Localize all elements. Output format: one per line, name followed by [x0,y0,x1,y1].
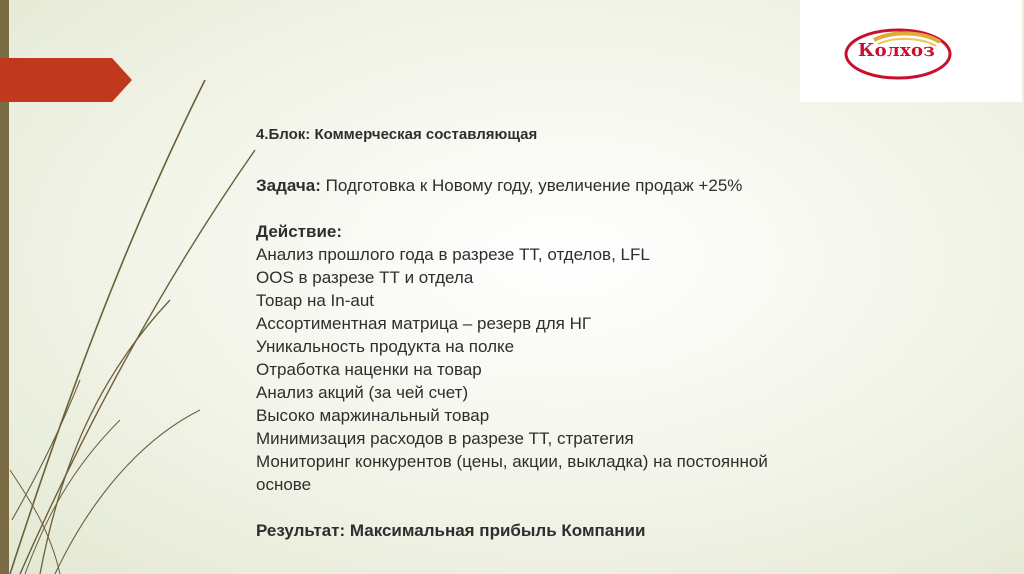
action-item: Ассортиментная матрица – резерв для НГ [256,314,592,333]
accent-arrow [0,58,132,102]
action-item: Отработка наценки на товар [256,360,482,379]
task-text: Подготовка к Новому году, увеличение продаж +25% [320,176,743,195]
action-item: Минимизация расходов в разрезе ТТ, стратегия [256,429,634,448]
action-item: Уникальность продукта на полке [256,337,515,356]
stem-1 [10,80,205,574]
action-item: Анализ прошлого года в разрезе ТТ, отделов, LFL [256,245,650,264]
stem-5 [55,410,200,574]
result-line: Результат: Максимальная прибыль Компании [256,521,646,540]
action-list [256,243,956,496]
action-item: Высоко маржинальный товар [256,406,490,425]
action-item: Мониторинг конкурентов (цены, акции, выкладка) на постоянной [256,452,768,471]
action-item: основе [256,475,312,494]
stem-7 [25,420,120,574]
task-line [256,174,956,197]
stem-3 [40,300,170,574]
block-title: 4.Блок: Коммерческая составляющая [256,126,538,143]
stem-6 [10,470,60,574]
logo-panel [800,0,1022,102]
logo-text: Колхоз [858,40,936,61]
task-label: Задача: [256,176,321,195]
action-item: OOS в разрезе ТТ и отдела [256,268,474,287]
slide-content [256,126,956,542]
action-label: Действие: [256,222,343,241]
action-item: Товар на In-aut [256,291,375,310]
action-item: Анализ акций (за чей счет) [256,383,469,402]
